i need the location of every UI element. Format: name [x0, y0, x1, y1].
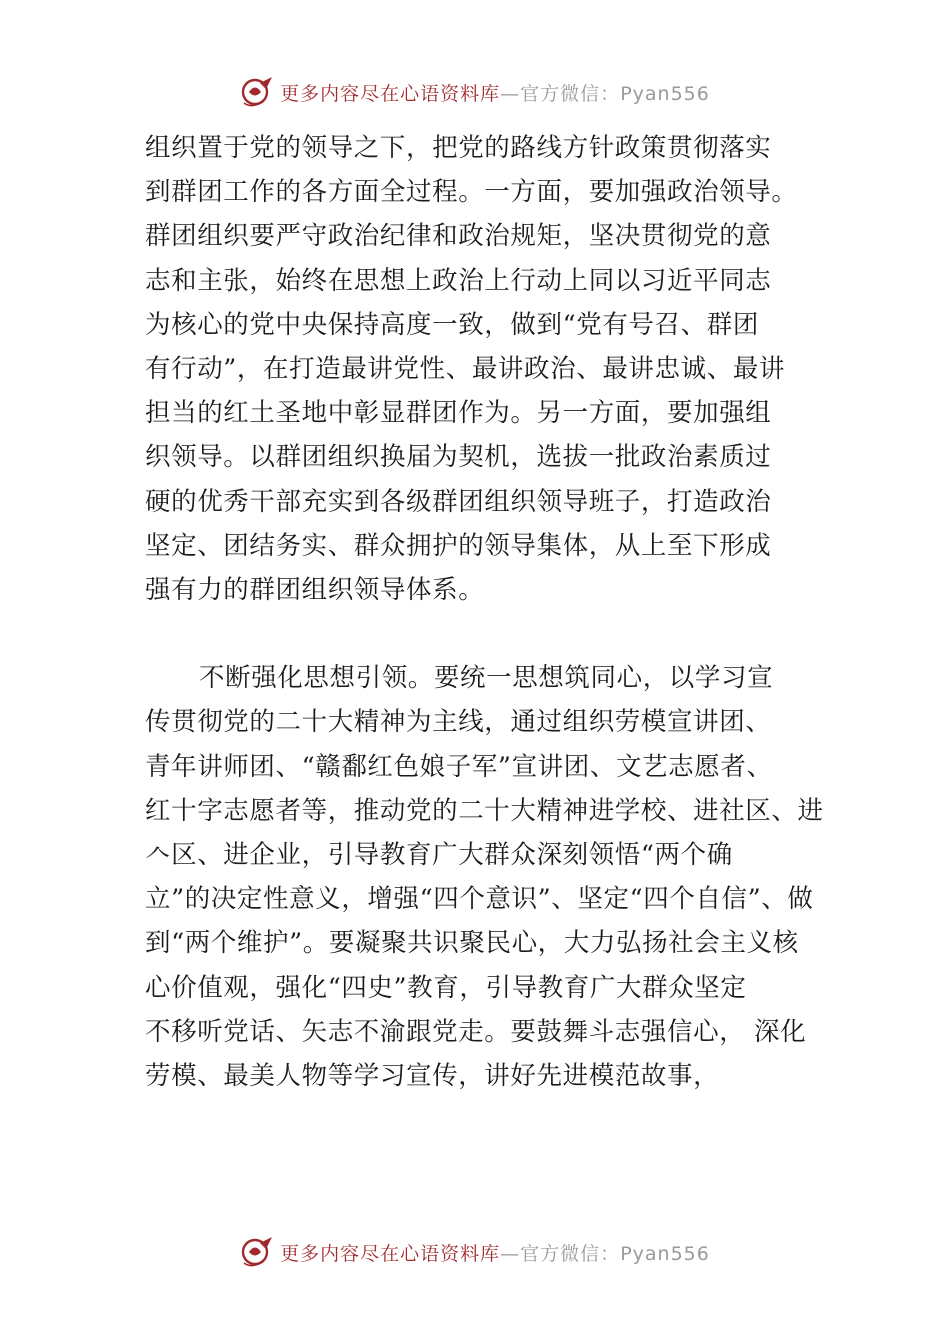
text-line: 为核心的党中央保持高度一致，做到“党有号召、群团	[145, 309, 759, 340]
text-line: 到“两个维护”。要凝聚共识聚民心，大力弘扬社会主义核	[145, 928, 799, 959]
document-body	[145, 126, 825, 1098]
text-line: 到群团工作的各方面全过程。一方面，要加强政治领导。	[145, 177, 798, 208]
header-banner-text	[280, 79, 710, 106]
text-line: 担当的红土圣地中彰显群团作为。另一方面，要加强组	[145, 398, 772, 429]
footer-banner-account: Pyan556	[620, 1242, 710, 1265]
header-banner	[0, 72, 950, 112]
paragraph-1	[145, 126, 825, 612]
text-line: 织领导。以群团组织换届为契机，选拔一批政治素质过	[145, 442, 772, 473]
text-line: 强有力的群团组织领导体系。	[145, 575, 485, 606]
text-line: 硬的优秀干部充实到各级群团组织领导班子，打造政治	[145, 486, 772, 517]
text-line: 组织置于党的领导之下，把党的路线方针政策贯彻落实	[145, 133, 772, 163]
paragraph-2	[145, 656, 825, 1098]
footer-banner-main: 更多内容尽在心语资料库	[280, 1242, 501, 1265]
text-line: 𠆢区、进企业，引导教育广大群众深刻领悟“两个确	[145, 840, 733, 871]
text-line: 不移听党话、矢志不渝跟党走。要鼓舞斗志强信心， 深化	[145, 1016, 807, 1047]
heart-pen-logo-icon	[240, 75, 274, 109]
text-line: 立”的决定性意义，增强“四个意识”、坚定“四个自信”、做	[145, 884, 814, 915]
text-line: 心价值观，强化“四史”教育，引导教育广大群众坚定	[145, 972, 747, 1003]
header-banner-main: 更多内容尽在心语资料库	[280, 82, 501, 105]
text-line: 红十字志愿者等，推动党的二十大精神进学校、进社区、进	[145, 795, 824, 826]
text-line: 不断强化思想引领。要统一思想筑同心，以学习宣	[199, 663, 774, 694]
header-banner-wechat: 官方微信：	[520, 82, 621, 105]
text-line: 群团组织要严守政治纪律和政治规矩，坚决贯彻党的意	[145, 221, 772, 252]
text-line: 有行动”，在打造最讲党性、最讲政治、最讲忠诚、最讲	[145, 354, 786, 385]
text-line: 坚定、团结务实、群众拥护的领导集体，从上至下形成	[145, 530, 772, 561]
text-line: 传贯彻党的二十大精神为主线，通过组织劳模宣讲团、	[145, 707, 772, 738]
text-line: 劳模、最美人物等学习宣传，讲好先进模范故事，	[145, 1061, 720, 1092]
header-banner-dash: —	[500, 82, 521, 105]
text-line: 青年讲师团、“赣鄱红色娘子军”宣讲团、文艺志愿者、	[145, 751, 773, 782]
text-line: 志和主张，始终在思想上政治上行动上同以习近平同志	[145, 265, 772, 296]
footer-banner-dash: —	[500, 1242, 521, 1265]
footer-banner-text	[280, 1239, 710, 1266]
header-banner-account: Pyan556	[620, 82, 710, 105]
footer-banner	[0, 1232, 950, 1272]
heart-pen-logo-icon	[240, 1235, 274, 1269]
footer-banner-wechat: 官方微信：	[520, 1242, 621, 1265]
